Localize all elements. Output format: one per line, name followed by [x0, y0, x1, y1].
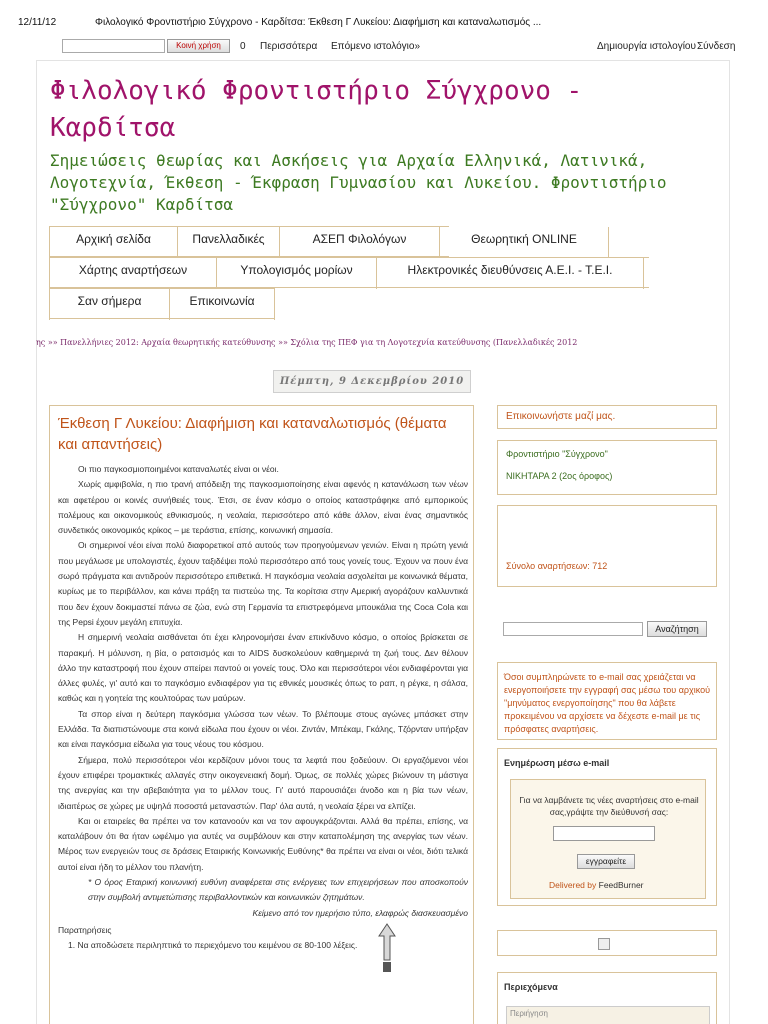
navbar-search-input[interactable] — [62, 39, 165, 53]
menu-row-3 — [49, 288, 275, 319]
sidebar-email-subscribe-box — [497, 748, 717, 906]
post-paragraph: Τα σπορ είναι η δεύτερη παγκόσμια γλώσσα των νέων. Το βλέπουμε στους αγώνες μπάσκετ στην Ελλάδα. Τα διαπιστώνουμε στα κοινά είδωλα που έχουν οι νέοι. Ζιντάν, Μπέκαμ, Γκάλης, Τζόρνταν υπήρξαν και είναι παγκόσμια είδωλα για τους νέους του κόσμου. — [58, 708, 468, 750]
sidebar-contents-title: Περιεχόμενα — [504, 982, 558, 992]
sidebar-total-posts: Σύνολο αναρτήσεων: 712 — [506, 561, 608, 571]
blog-description: Σημειώσεις θεωρίας και Ασκήσεις για Αρχαία Ελληνικά, Λατινικά, Λογοτεχνία, Έκθεση - Έκφραση Γυμνασίου και Λυκείου. Φροντιστήριο "Σύγχρονο" Καρδίτσα — [50, 151, 667, 214]
post-paragraph: Οι πιο παγκοσμιοποιημένοι καταναλωτές είναι οι νέοι. — [78, 464, 279, 474]
blogger-navbar — [0, 36, 768, 58]
post-paragraph: Οι σημερινοί νέοι είναι πολύ διαφορετικοί από αυτούς των προηγούμενων γενιών. Είναι η πρώτη γενιά που μεγάλωσε με υπολογιστές, έχουν ταξιδέψει πολύ περισσότερο από τους γονείς τους. Έχουν να πουν ένα σωρό πράγματα και αντιδρούν περισσότερο επιθετικά. Η παγκόσμια νεολαία ασχολείται με κοινωνικά θέματα, κυρίως με το περιβάλλον, και κάνει πράξη τα πιστεύω της. Τα κορίτσια στην Αμερική αγοράζουν καλλυντικά που δεν έχουν δοκιμαστεί πάνω σε ζώα, ενώ στη Γερμανία τα επιστρεφόμενα μπουκάλια της Coca Cola και της Pepsi έχουν μεγάλη επιτυχία. — [58, 540, 468, 627]
post-remarks-heading: Παρατηρήσεις — [58, 924, 112, 935]
menu-row-2 — [49, 257, 649, 288]
navbar-count: 0 — [240, 41, 246, 52]
post-paragraph: Χωρίς αμφιβολία, η πιο τρανή απόδειξη της παγκοσμιοποίησης είναι αφενός η κατανάλωση των νέων και αφετέρου οι κοινές συνήθειές τους. Έτσι, σε έναν κόσμο ο οποίος καταστράφηκε από εμπορικούς πολέμους και οικονομικούς εθνικισμούς, η νεολαία, περισσότερο από κάθε άλλον, είναι ένας σημαντικός συνδετικός οικονομικός κρίκος – με τεράστια, επίσης, κοινωνική σημασία. — [58, 479, 468, 536]
post-date-header: Πέμπτη, 9 Δεκεμβρίου 2010 — [273, 370, 471, 393]
delivered-by-label: Delivered by — [549, 880, 597, 890]
contents-tab-browse[interactable]: Περιήγηση — [510, 1009, 548, 1018]
sidebar-search-button[interactable]: Αναζήτηση — [647, 621, 707, 637]
scroll-up-arrow-icon[interactable] — [377, 922, 397, 974]
menu-row-1 — [49, 226, 577, 257]
navbar-sign-in-link[interactable]: Σύνδεση — [697, 41, 736, 52]
navbar-create-blog-link[interactable]: Δημιουργία ιστολογίου — [597, 41, 696, 52]
print-date: 12/11/12 — [18, 17, 57, 28]
post-title[interactable]: Έκθεση Γ Λυκείου: Διαφήμιση και καταναλωτισμός (θέματα και απαντήσεις) — [58, 415, 447, 453]
feedburner-delivered-by — [549, 880, 644, 890]
page-menu — [49, 226, 729, 318]
sidebar-image-box — [497, 930, 717, 956]
menu-item-contact[interactable]: Επικοινωνία — [169, 289, 275, 320]
post-source: Κείμενο από τον ημερήσιο τύπο, ελαφρώς διασκευασμένο — [252, 907, 468, 918]
menu-item-asep[interactable]: ΑΣΕΠ Φιλολόγων — [279, 227, 440, 258]
post-paragraph: Και οι εταιρείες θα πρέπει να τον κατανοούν και να τον αφουγκράζονται. Αλλά θα πρέπει, επίσης, να καταλάβουν ότι θα ήταν ωφέλιμο για αυτές να συμβάλουν και στην καταπολέμηση της ανεργίας των νέων. Μέρος των ενεργειών τους σε δράσεις Εταιρικής Κοινωνικής Ευθύνης* θα πρέπει να είναι οι νέοι, διότι τελικά αυτοί είναι ήδη το μέλλον του πλανήτη. — [58, 815, 468, 872]
contents-tab-bar — [506, 1006, 710, 1024]
menu-item-theoretical-online[interactable]: Θεωρητική ONLINE — [439, 227, 609, 258]
sidebar-address-box — [497, 440, 717, 495]
sidebar-stats-box — [497, 505, 717, 587]
print-title: Φιλολογικό Φροντιστήριο Σύγχρονο - Καρδίτσα: Έκθεση Γ Λυκείου: Διαφήμιση και καταναλωτισμός ... — [95, 17, 542, 28]
navbar-more-link[interactable]: Περισσότερα — [260, 41, 318, 52]
sidebar-contents-box — [497, 972, 717, 1024]
sidebar-contact-link[interactable]: Επικοινωνήστε μαζί μας. — [506, 411, 616, 422]
post-body — [58, 462, 468, 954]
feedburner-link[interactable]: FeedBurner — [598, 880, 644, 890]
news-ticker[interactable]: ης »» Πανελλήνιες 2012: Αρχαία θεωρητικής κατεύθυνσης »» Σχόλια της ΠΕΦ για τη Λογοτεχνία κατεύθυνσης (Πανελλαδικές 2012 — [36, 338, 578, 347]
feedburner-subscribe-button[interactable]: εγγραφείτε — [577, 854, 635, 869]
sidebar-frontistirio-name: Φροντιστήριο "Σύγχρονο" — [506, 449, 608, 459]
menu-item-on-this-day[interactable]: Σαν σήμερα — [49, 289, 170, 320]
blog-post — [49, 405, 474, 1024]
feedburner-form — [510, 779, 706, 899]
sidebar-address: ΝΙΚΗΤΑΡΑ 2 (2ος όροφος) — [506, 471, 613, 481]
post-footnote: * Ο όρος Εταιρική κοινωνική ευθύνη αναφέρεται στις ενέργειες των επιχειρήσεων που αποσκοπούν στην συμβολή αντιμετώπισης περιβαλλοντικών και κοινωνικών ζητημάτων. — [88, 877, 468, 903]
post-paragraph: Η σημερινή νεολαία αισθάνεται ότι έχει κληρονομήσει έναν επικίνδυνο κόσμο, ο οποίος βρίσκεται σε παρακμή. Η μόλυνση, η βία, ο ρατσισμός και το AIDS δυσκολεύουν καθημερινά τη ζωή τους. Δεν θέλουν άλλο την καταστροφή που έχουν σπείρει παντού οι γονείς τους. Όλο και περισσότεροι νέοι ενδιαφέρονται για άλλες φυλές, γι' αυτό και το παγκόσμιο ενδιαφέρον για τις εθνικές μουσικές όπως το ραπ, η ρέγκε, η σάλσα, καθώς και η γοητεία της κουλτούρας των μαύρων. — [58, 632, 468, 704]
blog-title[interactable]: Φιλολογικό Φροντιστήριο Σύγχρονο - Καρδίτσα — [50, 76, 583, 143]
sidebar-email-notice-box — [497, 662, 717, 740]
post-remark-item: 1. Να αποδώσετε περιληπτικά το περιεχόμενο του κειμένου σε 80-100 λέξεις. — [68, 940, 358, 951]
sidebar-email-title: Ενημέρωση μέσω e-mail — [504, 758, 610, 768]
menu-item-university-addresses[interactable]: Ηλεκτρονικές διευθύνσεις Α.Ε.Ι. - Τ.Ε.Ι. — [376, 258, 644, 289]
broken-image-icon — [598, 938, 610, 950]
sidebar-search-input[interactable] — [503, 622, 643, 636]
print-header — [0, 0, 768, 28]
feedburner-prompt: Για να λαμβάνετε τις νέες αναρτήσεις στο e-mail σας,γράψτε την διεύθυνσή σας: — [519, 795, 699, 817]
navbar-next-blog-link[interactable]: Επόμενο ιστολόγιο» — [331, 41, 421, 52]
menu-item-home[interactable]: Αρχική σελίδα — [49, 227, 178, 258]
menu-item-points-calculator[interactable]: Υπολογισμός μορίων — [216, 258, 377, 289]
sidebar-contact-box — [497, 405, 717, 429]
sidebar-email-notice: Όσοι συμπληρώνετε το e-mail σας χρειάζεται να ενεργοποιήσετε την εγγραφή σας μέσω του αρχικού "μηνύματος ενεργοποίησης" που θα λάβετε προκειμένου να αρχίσετε να δέχεστε e-mail με τις πρόσφατες αναρτήσεις. — [504, 672, 711, 734]
menu-item-sitemap[interactable]: Χάρτης αναρτήσεων — [49, 258, 217, 289]
navbar-share-button[interactable]: Κοινή χρήση — [167, 39, 230, 53]
feedburner-email-input[interactable] — [553, 826, 655, 841]
sidebar-search — [497, 620, 717, 638]
post-paragraph: Σήμερα, πολύ περισσότεροι νέοι κερδίζουν μόνοι τους τα λεφτά που ξοδεύουν. Οι εργαζόμενοι νέοι έχουν επιφέρει τρομακτικές αλλαγές στην οικογενειακή δομή. Όμως, σε πολλές χώρες βιώνουν τη μάστιγα της ανεργίας και την αβεβαιότητα για το μέλλον τους. Γι' αυτό παρουσιάζει άνοδο και η βία των νέων, ιδιαιτέρως σε χώρες με υψηλά ποσοστά μεταναστών. Παρ' όλα αυτά, η νεολαία ξέρει να ελπίζει. — [58, 754, 468, 811]
menu-item-panhellenic[interactable]: Πανελλαδικές — [177, 227, 280, 258]
